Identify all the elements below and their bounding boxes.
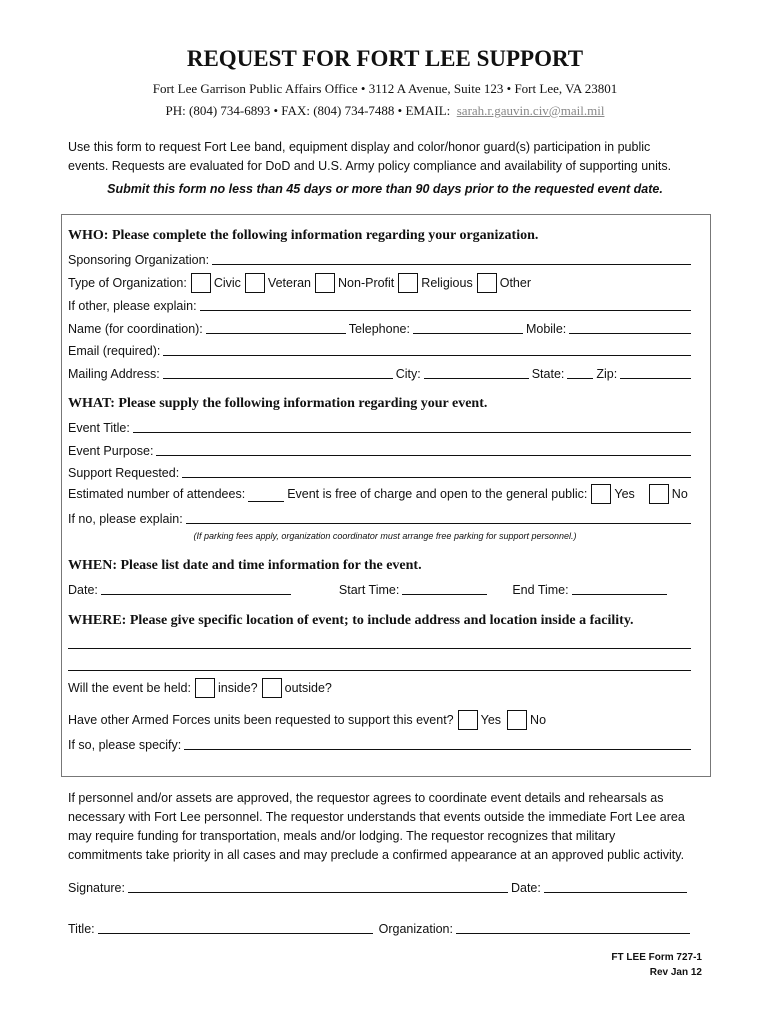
date-time-row	[68, 580, 694, 597]
mailing-row	[68, 364, 694, 381]
mailing-address-field[interactable]	[163, 365, 393, 379]
units-yes-checkbox[interactable]	[458, 710, 478, 730]
label: Event is free of charge and open to the general public:	[287, 487, 588, 501]
parking-note: (If parking fees apply, organization coordinator must arrange free parking for support personnel.)	[193, 531, 577, 541]
label: Mobile:	[525, 322, 567, 336]
label: Non-Profit	[338, 276, 395, 290]
location-line-1[interactable]	[68, 648, 691, 649]
label: Start Time:	[338, 583, 400, 597]
specify-field[interactable]	[184, 736, 691, 750]
outside-checkbox[interactable]	[262, 678, 282, 698]
org-type-row	[68, 273, 694, 293]
signature-field[interactable]	[128, 879, 508, 893]
units-no-checkbox[interactable]	[507, 710, 527, 730]
event-purpose-field[interactable]	[156, 442, 691, 456]
organization-field[interactable]	[456, 920, 690, 934]
email-field[interactable]	[163, 342, 691, 356]
other-explain-field[interactable]	[200, 297, 691, 311]
label: Type of Organization:	[68, 276, 187, 290]
attendees-row	[68, 484, 708, 504]
signature-date-field[interactable]	[544, 879, 687, 893]
form-number: FT LEE Form 727-1	[611, 952, 702, 963]
label: Zip:	[596, 367, 618, 381]
label: inside?	[218, 681, 258, 695]
label: Event Purpose:	[68, 444, 154, 458]
label: End Time:	[512, 583, 569, 597]
label: Will the event be held:	[68, 681, 191, 695]
event-purpose-row	[68, 441, 694, 458]
free-yes-checkbox[interactable]	[591, 484, 611, 504]
held-row	[68, 678, 694, 698]
name-field[interactable]	[206, 320, 346, 334]
nonprofit-checkbox[interactable]	[315, 273, 335, 293]
contact-text: PH: (804) 734-6893 • FAX: (804) 734-7488 • EMAIL:	[165, 103, 451, 118]
label: Name (for coordination):	[68, 322, 203, 336]
label: Support Requested:	[68, 466, 180, 480]
signature-row	[68, 878, 690, 895]
event-title-row	[68, 418, 694, 435]
end-time-field[interactable]	[572, 581, 667, 595]
email-row	[68, 341, 694, 358]
label: Have other Armed Forces units been requested to support this event?	[68, 713, 454, 727]
agreement-line-3: may require funding for transportation, meals and/or lodging. The requestor recognizes that military	[68, 829, 616, 843]
sponsoring-row	[68, 250, 694, 267]
city-field[interactable]	[424, 365, 529, 379]
label: Yes	[614, 487, 635, 501]
label: If no, please explain:	[68, 512, 183, 526]
where-heading: WHERE: Please give specific location of event; to include address and location inside a facility.	[68, 613, 634, 628]
sponsoring-org-field[interactable]	[212, 251, 691, 265]
label: Religious	[421, 276, 473, 290]
civic-checkbox[interactable]	[191, 273, 211, 293]
other-checkbox[interactable]	[477, 273, 497, 293]
other-explain-row	[68, 296, 694, 313]
event-title-field[interactable]	[133, 419, 691, 433]
label: No	[530, 713, 547, 727]
veteran-checkbox[interactable]	[245, 273, 265, 293]
label: Event Title:	[68, 421, 130, 435]
title-field[interactable]	[98, 920, 373, 934]
form-footer	[611, 950, 702, 980]
label: Date:	[510, 881, 541, 895]
label: Organization:	[378, 922, 453, 936]
what-heading: WHAT: Please supply the following information regarding your event.	[68, 396, 488, 411]
label: If so, please specify:	[68, 738, 182, 752]
label: Veteran	[267, 276, 312, 290]
label: Title:	[68, 922, 95, 936]
label: Sponsoring Organization:	[68, 253, 210, 267]
other-units-row	[68, 710, 694, 730]
label: State:	[531, 367, 565, 381]
telephone-field[interactable]	[413, 320, 523, 334]
label: Mailing Address:	[68, 367, 160, 381]
free-no-checkbox[interactable]	[649, 484, 669, 504]
label: Civic	[213, 276, 241, 290]
no-explain-row	[68, 509, 694, 526]
address: Fort Lee Garrison Public Affairs Office • 3112 A Avenue, Suite 123 • Fort Lee, VA 23801	[152, 81, 618, 96]
religious-checkbox[interactable]	[398, 273, 418, 293]
date-field[interactable]	[101, 581, 291, 595]
intro-line-2: events. Requests are evaluated for DoD and U.S. Army policy compliance and availability of supporting units.	[68, 159, 672, 173]
label: If other, please explain:	[68, 299, 197, 313]
state-field[interactable]	[567, 365, 593, 379]
label: Estimated number of attendees:	[68, 487, 246, 501]
intro-line-1: Use this form to request Fort Lee band, equipment display and color/honor guard(s) participation in public	[68, 140, 651, 154]
name-row	[68, 319, 694, 336]
inside-checkbox[interactable]	[195, 678, 215, 698]
label: Email (required):	[68, 344, 161, 358]
location-line-2[interactable]	[68, 670, 691, 671]
label: No	[671, 487, 688, 501]
title-row	[68, 919, 693, 936]
revision: Rev Jan 12	[649, 967, 702, 978]
no-explain-field[interactable]	[186, 510, 691, 524]
label: Other	[499, 276, 531, 290]
mobile-field[interactable]	[569, 320, 691, 334]
start-time-field[interactable]	[402, 581, 487, 595]
support-requested-field[interactable]	[182, 464, 691, 478]
agreement-line-1: If personnel and/or assets are approved, the requestor agrees to coordinate event details and rehearsals as	[68, 791, 664, 805]
zip-field[interactable]	[620, 365, 691, 379]
support-row	[68, 463, 694, 480]
attendees-field[interactable]	[248, 488, 284, 502]
label: Signature:	[68, 881, 125, 895]
contact-line	[0, 103, 770, 119]
page-title: REQUEST FOR FORT LEE SUPPORT	[186, 46, 584, 71]
submit-notice: Submit this form no less than 45 days or more than 90 days prior to the requested event date.	[107, 182, 663, 196]
label: Telephone:	[348, 322, 410, 336]
label: Date:	[68, 583, 98, 597]
label: City:	[395, 367, 421, 381]
label: Yes	[480, 713, 502, 727]
agreement-line-4: commitments take priority in all cases and may preclude a confirmed appearance at an approved public activity.	[68, 848, 685, 862]
specify-row	[68, 735, 694, 752]
when-heading: WHEN: Please list date and time information for the event.	[68, 558, 422, 573]
agreement-line-2: necessary with Fort Lee personnel. The requestor understands that events outside the immediate Fort Lee area	[68, 810, 685, 824]
who-heading: WHO: Please complete the following information regarding your organization.	[68, 228, 539, 243]
email-link[interactable]: sarah.r.gauvin.civ@mail.mil	[456, 103, 605, 118]
label: outside?	[284, 681, 332, 695]
